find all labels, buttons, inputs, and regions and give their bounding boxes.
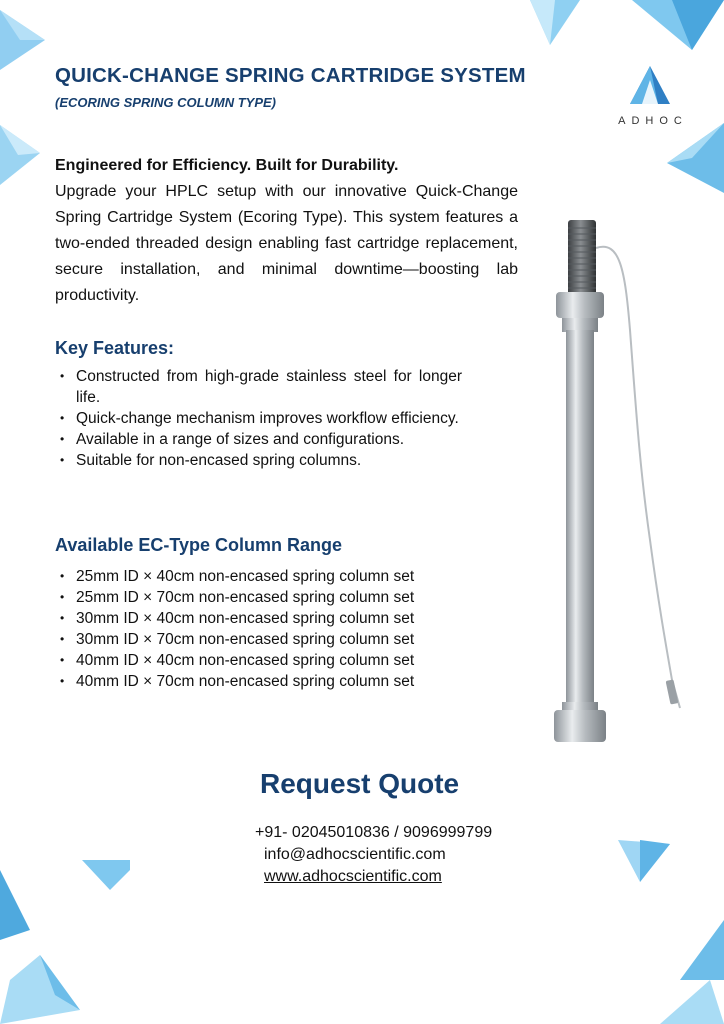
page-title: QUICK-CHANGE SPRING CARTRIDGE SYSTEM [55,64,526,87]
page-subtitle: (ECORING SPRING COLUMN TYPE) [55,95,277,110]
range-item: • 40mm ID × 70cm non-encased spring column set [58,671,478,692]
decor-triangle-top-left [0,0,60,80]
feature-item: • Available in a range of sizes and configurations. [58,429,462,450]
adhoc-triangle-logo-icon [628,64,672,108]
range-item: • 40mm ID × 40cm non-encased spring column set [58,650,478,671]
feature-item: • Constructed from high-grade stainless steel for longer life. [58,366,462,408]
website-link[interactable]: www.adhocscientific.com [264,868,442,885]
intro-section [55,153,518,309]
contact-email: info@adhocscientific.com [264,846,446,863]
brand-logo-text: ADHOC [618,115,688,127]
decor-triangle-right-mid [662,118,724,198]
range-item: • 25mm ID × 40cm non-encased spring column set [58,566,478,587]
intro-heading: Engineered for Efficiency. Built for Durability. [55,157,399,174]
intro-body: Upgrade your HPLC setup with our innovative Quick-Change Spring Cartridge System (Ecoring Type). This system features a two-ended threaded design enabling fast cartridge replacement, secure installation, and minimal downtime—boosting lab productivity. [55,183,518,304]
spring-column-product-image [540,210,700,750]
column-range-heading: Available EC-Type Column Range [55,535,343,555]
brand-logo [610,64,690,127]
decor-triangle-top-center [520,0,590,50]
range-item: • 30mm ID × 40cm non-encased spring column set [58,608,478,629]
feature-item: • Quick-change mechanism improves workflow efficiency. [58,408,462,429]
range-item: • 30mm ID × 70cm non-encased spring column set [58,629,478,650]
decor-triangle-left-mid [0,125,45,195]
key-features-list [58,366,462,471]
decor-triangle-top-right [632,0,724,60]
feature-item: • Suitable for non-encased spring columns. [58,450,462,471]
contact-block [255,822,492,888]
column-range-list [58,566,478,692]
decor-triangle-bottom-left [0,860,130,1024]
range-item: • 25mm ID × 70cm non-encased spring column set [58,587,478,608]
key-features-heading: Key Features: [55,338,175,358]
request-quote-heading: Request Quote [260,768,460,799]
decor-triangle-bottom-right [600,830,724,1024]
contact-phone: +91- 02045010836 / 9096999799 [255,824,493,841]
